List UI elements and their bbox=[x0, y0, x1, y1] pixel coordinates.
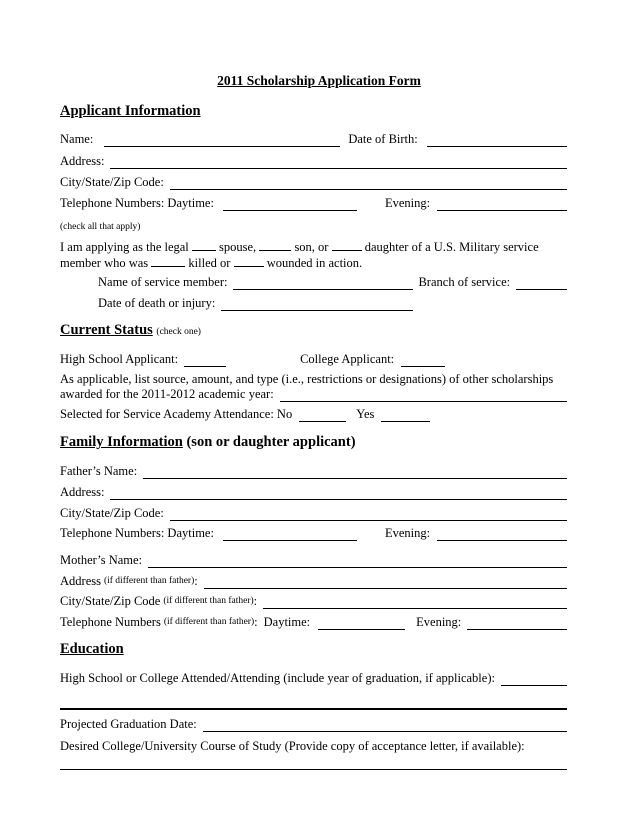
applying-text: I am applying as the legal bbox=[60, 240, 189, 254]
academy-no-check[interactable] bbox=[299, 410, 346, 422]
check-one-note: (check one) bbox=[156, 327, 201, 337]
projected-row bbox=[60, 716, 567, 732]
family-city-label: City/State/Zip Code: bbox=[60, 506, 164, 520]
mother-address-label: Address bbox=[60, 574, 101, 588]
colon: : bbox=[254, 615, 258, 629]
death-date-row bbox=[98, 295, 413, 311]
family-phone-row bbox=[60, 525, 567, 541]
mother-address-field[interactable] bbox=[204, 577, 567, 589]
mother-city-field[interactable] bbox=[263, 597, 567, 609]
address-field[interactable] bbox=[110, 157, 567, 169]
academy-yes-check[interactable] bbox=[381, 410, 430, 422]
college-label: College Applicant: bbox=[300, 352, 395, 366]
daughter-check[interactable] bbox=[332, 239, 362, 251]
projected-label: Projected Graduation Date: bbox=[60, 717, 197, 731]
attended-row bbox=[60, 670, 567, 686]
father-field[interactable] bbox=[143, 467, 567, 479]
mother-field[interactable] bbox=[148, 556, 567, 568]
father-row bbox=[60, 463, 567, 479]
killed-check[interactable] bbox=[151, 255, 185, 267]
other-scholarships bbox=[60, 372, 567, 402]
son-check[interactable] bbox=[259, 239, 291, 251]
academy-row bbox=[60, 406, 567, 422]
family-address-label: Address: bbox=[60, 485, 105, 499]
service-member-field[interactable] bbox=[233, 278, 413, 290]
death-date-label: Date of death or injury: bbox=[98, 296, 216, 310]
if-different-note: (if different than father) bbox=[163, 596, 254, 606]
attended-line-2[interactable] bbox=[60, 708, 567, 710]
college-check[interactable] bbox=[401, 355, 445, 367]
mother-phone-row bbox=[60, 614, 567, 630]
applying-paragraph bbox=[60, 239, 567, 271]
branch-label: Branch of service: bbox=[418, 275, 511, 289]
daytime-field[interactable] bbox=[223, 199, 357, 211]
scholarships-text-2: awarded for the 2011-2012 academic year: bbox=[60, 387, 274, 401]
phone-row bbox=[60, 195, 567, 211]
family-phone-label: Telephone Numbers: Daytime: bbox=[60, 526, 214, 540]
family-heading-sub: (son or daughter applicant) bbox=[186, 434, 356, 450]
daughter-text: daughter of a U.S. Military service bbox=[364, 240, 539, 254]
dob-field[interactable] bbox=[427, 135, 567, 147]
address-row bbox=[60, 153, 567, 169]
city-label: City/State/Zip Code: bbox=[60, 175, 164, 189]
killed-text: killed or bbox=[188, 256, 231, 270]
status-row bbox=[60, 351, 567, 367]
son-text: son, or bbox=[294, 240, 329, 254]
family-heading: Family Information bbox=[60, 434, 183, 450]
mother-daytime-field[interactable] bbox=[318, 618, 405, 630]
scholarships-field[interactable] bbox=[280, 390, 567, 402]
name-row bbox=[60, 131, 567, 147]
mother-phone-label: Telephone Numbers bbox=[60, 615, 161, 629]
mother-daytime-label: Daytime: bbox=[263, 615, 311, 629]
section-current bbox=[60, 322, 201, 339]
family-evening-field[interactable] bbox=[437, 529, 567, 541]
father-label: Father’s Name: bbox=[60, 464, 138, 478]
projected-field[interactable] bbox=[203, 720, 567, 732]
current-heading: Current Status bbox=[60, 322, 153, 338]
section-education bbox=[60, 641, 124, 658]
mother-evening-field[interactable] bbox=[467, 618, 567, 630]
spouse-check[interactable] bbox=[192, 239, 216, 251]
section-applicant bbox=[60, 103, 201, 120]
desired-label: Desired College/University Course of Study (Provide copy of acceptance letter, if available): bbox=[60, 739, 525, 753]
attended-field[interactable] bbox=[501, 674, 567, 686]
name-label: Name: bbox=[60, 132, 94, 146]
wounded-text: wounded in action. bbox=[266, 256, 363, 270]
mother-address-row bbox=[60, 573, 567, 589]
attended-label: High School or College Attended/Attending (include year of graduation, if applicable): bbox=[60, 671, 495, 685]
mother-evening-label: Evening: bbox=[416, 615, 462, 629]
mother-city-row bbox=[60, 593, 567, 609]
dob-label: Date of Birth: bbox=[348, 132, 418, 146]
branch-field[interactable] bbox=[516, 278, 567, 290]
family-address-field[interactable] bbox=[110, 488, 567, 500]
hs-label: High School Applicant: bbox=[60, 352, 179, 366]
check-note: (check all that apply) bbox=[60, 222, 141, 232]
education-heading: Education bbox=[60, 641, 124, 657]
evening-field[interactable] bbox=[437, 199, 567, 211]
colon: : bbox=[194, 574, 198, 588]
wounded-check[interactable] bbox=[234, 255, 264, 267]
colon: : bbox=[253, 594, 258, 608]
academy-label: Selected for Service Academy Attendance: No bbox=[60, 407, 293, 421]
family-daytime-field[interactable] bbox=[223, 529, 357, 541]
scholarships-text-1: As applicable, list source, amount, and type (i.e., restrictions or designations) of other scholarships bbox=[60, 372, 554, 386]
family-city-row bbox=[60, 505, 567, 521]
section-family bbox=[60, 434, 356, 451]
desired-field[interactable] bbox=[60, 769, 567, 770]
phone-label: Telephone Numbers: Daytime: bbox=[60, 196, 214, 210]
if-different-note: (if different than father) bbox=[103, 576, 195, 586]
member-text: member who was bbox=[60, 256, 149, 270]
family-address-row bbox=[60, 484, 567, 500]
evening-label: Evening: bbox=[384, 196, 431, 210]
service-member-label: Name of service member: bbox=[98, 275, 228, 289]
spouse-text: spouse, bbox=[219, 240, 257, 254]
death-date-field[interactable] bbox=[221, 299, 413, 311]
form-title: 2011 Scholarship Application Form bbox=[217, 73, 421, 88]
mother-label: Mother’s Name: bbox=[60, 553, 143, 567]
family-evening-label: Evening: bbox=[384, 526, 431, 540]
yes-label: Yes bbox=[356, 407, 375, 421]
family-city-field[interactable] bbox=[170, 509, 567, 521]
address-label: Address: bbox=[60, 154, 105, 168]
city-field[interactable] bbox=[170, 178, 567, 190]
mother-row bbox=[60, 552, 567, 568]
service-member-row bbox=[98, 274, 567, 290]
applicant-heading: Applicant Information bbox=[60, 103, 201, 119]
if-different-note: (if different than father) bbox=[163, 617, 255, 627]
city-row bbox=[60, 174, 567, 190]
mother-city-label: City/State/Zip Code bbox=[60, 594, 161, 608]
name-field[interactable] bbox=[104, 135, 340, 147]
hs-check[interactable] bbox=[184, 355, 226, 367]
